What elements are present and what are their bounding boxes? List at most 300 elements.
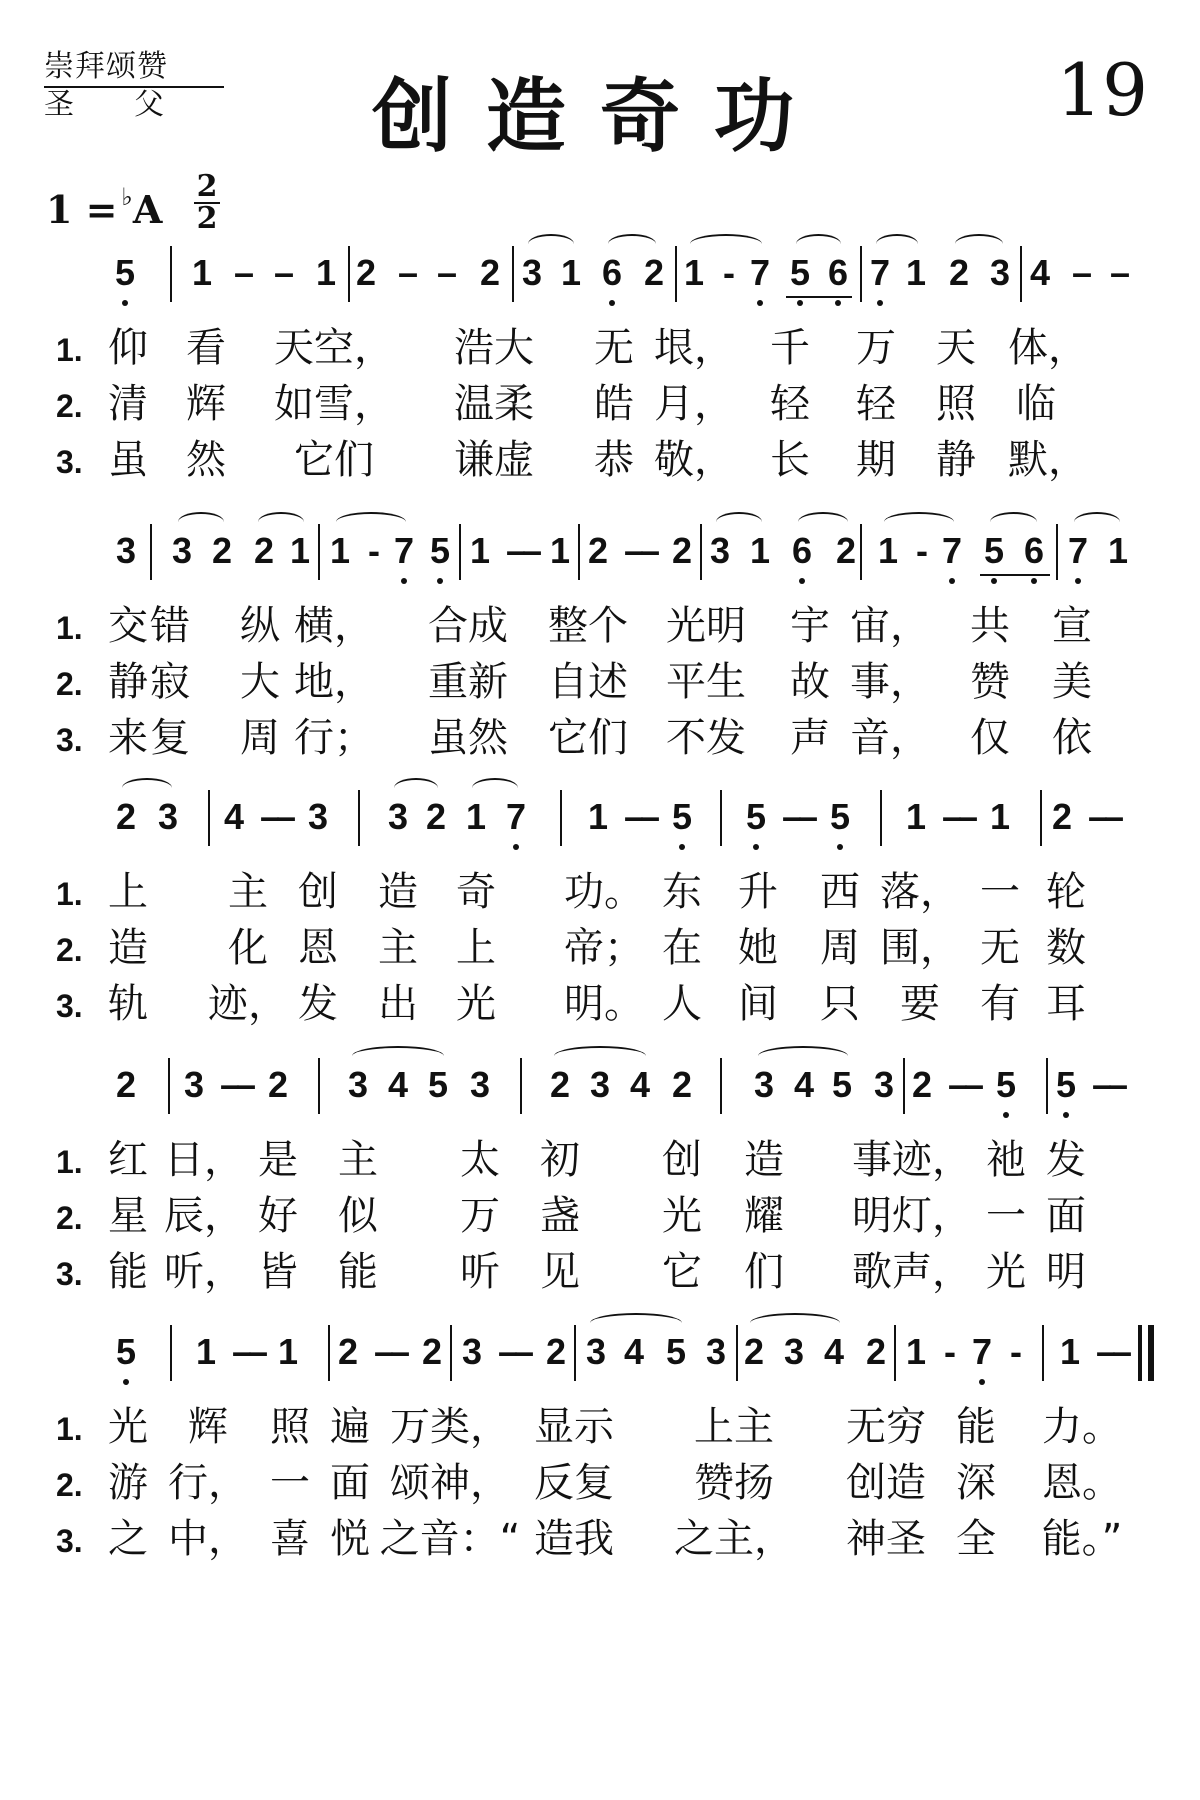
music-system bbox=[0, 226, 1200, 484]
lyric-line bbox=[0, 1395, 1200, 1451]
slur bbox=[258, 512, 304, 532]
key-label: 1 = bbox=[46, 187, 118, 232]
lyric-word: 美 bbox=[1052, 659, 1092, 705]
note: 2 bbox=[865, 1331, 887, 1372]
note: – bbox=[235, 1064, 257, 1105]
note: 2 bbox=[211, 530, 233, 571]
lyric-word: 光 bbox=[108, 1404, 148, 1450]
lyric-word: 横， bbox=[294, 603, 374, 649]
barline bbox=[720, 1058, 722, 1114]
note: – bbox=[273, 252, 295, 293]
lyric-word: 能 bbox=[956, 1404, 996, 1450]
note: – bbox=[521, 530, 543, 571]
lower-octave-dot bbox=[877, 300, 883, 306]
lyric-word: 盏 bbox=[540, 1193, 580, 1239]
lyric-word: 行， bbox=[168, 1460, 248, 1506]
slur bbox=[608, 234, 656, 254]
note: 1 bbox=[1059, 1331, 1081, 1372]
lyric-word: 复 bbox=[150, 715, 190, 761]
lyric-line bbox=[0, 1128, 1200, 1184]
note: - bbox=[368, 530, 380, 571]
note: 2 bbox=[835, 530, 857, 571]
lyric-line bbox=[0, 1240, 1200, 1296]
lyric-word: 初 bbox=[540, 1137, 580, 1183]
note: 7 bbox=[1067, 530, 1089, 571]
lyric-word: 创造 bbox=[846, 1460, 926, 1506]
slur bbox=[336, 512, 406, 532]
note: 2 bbox=[743, 1331, 765, 1372]
note: 5 bbox=[745, 796, 767, 837]
note: – bbox=[1095, 1331, 1117, 1372]
lyric-word: 深 bbox=[956, 1460, 996, 1506]
note: 1 bbox=[560, 252, 582, 293]
note: 1 bbox=[749, 530, 771, 571]
slur bbox=[590, 1313, 682, 1333]
barline bbox=[459, 524, 461, 580]
hymn-title: 创造奇功 bbox=[372, 69, 828, 163]
lyric-word: 恩。 bbox=[1042, 1460, 1122, 1506]
note: 5 bbox=[1055, 1064, 1077, 1105]
note: 6 bbox=[601, 252, 623, 293]
lyric-line bbox=[0, 860, 1200, 916]
note: – bbox=[1071, 252, 1093, 293]
slur bbox=[955, 234, 1003, 254]
notation-row bbox=[0, 1305, 1200, 1395]
lyric-line bbox=[0, 316, 1200, 372]
note: 3 bbox=[589, 1064, 611, 1105]
barline bbox=[700, 524, 702, 580]
music-system bbox=[0, 1038, 1200, 1296]
verse-number: 3. bbox=[56, 1523, 83, 1559]
note: 5 bbox=[829, 796, 851, 837]
lyric-word: 出 bbox=[378, 981, 418, 1027]
barline bbox=[512, 246, 514, 302]
lyric-word: 照 bbox=[270, 1404, 310, 1450]
music-system bbox=[0, 504, 1200, 762]
lyric-word: 一 bbox=[986, 1193, 1026, 1239]
note: 2 bbox=[115, 1064, 137, 1105]
lyric-word: 见 bbox=[540, 1249, 580, 1295]
slur bbox=[472, 778, 518, 798]
slur bbox=[528, 234, 574, 254]
lyric-line bbox=[0, 706, 1200, 762]
lyric-word: 赞扬 bbox=[694, 1460, 774, 1506]
barline bbox=[578, 524, 580, 580]
note: – bbox=[1087, 796, 1109, 837]
lyric-word: 能。” bbox=[1041, 1516, 1123, 1562]
lyric-word: 要 bbox=[900, 981, 940, 1027]
note: 2 bbox=[253, 530, 275, 571]
lyric-word: 轻 bbox=[856, 381, 896, 427]
lyric-word: 之音：“ bbox=[379, 1516, 521, 1562]
lyric-word: 主 bbox=[228, 869, 268, 915]
verse-number: 1. bbox=[56, 332, 83, 368]
lyric-word: 听， bbox=[164, 1249, 244, 1295]
lyric-word: 天空， bbox=[274, 325, 394, 371]
lyric-word: 皆 bbox=[258, 1249, 298, 1295]
note: – bbox=[781, 796, 803, 837]
lyric-word: 事， bbox=[850, 659, 930, 705]
lyric-word: 依 bbox=[1052, 715, 1092, 761]
slur bbox=[750, 1313, 840, 1333]
lower-octave-dot bbox=[401, 578, 407, 584]
lyric-word: 无 bbox=[594, 325, 634, 371]
lyric-word: 化 bbox=[228, 925, 268, 971]
lyric-word: 自述 bbox=[548, 659, 628, 705]
note: – bbox=[957, 796, 979, 837]
note: 3 bbox=[347, 1064, 369, 1105]
verse-number: 2. bbox=[56, 666, 83, 702]
note: 7 bbox=[393, 530, 415, 571]
lyric-word: 迹， bbox=[208, 981, 288, 1027]
note: – bbox=[623, 796, 645, 837]
note: 1 bbox=[905, 252, 927, 293]
slur bbox=[990, 512, 1037, 532]
lyric-word: 造 bbox=[108, 925, 148, 971]
lyric-word: 光 bbox=[456, 981, 496, 1027]
lyric-word: 落， bbox=[880, 869, 960, 915]
lyric-word: 如雪， bbox=[274, 381, 394, 427]
lyric-word: 静 bbox=[108, 659, 148, 705]
lyric-word: 之主， bbox=[674, 1516, 794, 1562]
lyric-word: 奇 bbox=[456, 869, 496, 915]
lyric-word: 辰， bbox=[164, 1193, 244, 1239]
lyric-word: 谦虚 bbox=[454, 437, 534, 483]
lyric-word: 歌声， bbox=[852, 1249, 972, 1295]
note: 2 bbox=[587, 530, 609, 571]
lyric-word: 东 bbox=[662, 869, 702, 915]
note: 2 bbox=[1051, 796, 1073, 837]
lyric-word: 造 bbox=[744, 1137, 784, 1183]
note: 5 bbox=[671, 796, 693, 837]
slur bbox=[876, 234, 918, 254]
note: 7 bbox=[971, 1331, 993, 1372]
slur bbox=[178, 512, 224, 532]
barline bbox=[1020, 246, 1022, 302]
lyric-word: 声 bbox=[790, 715, 830, 761]
note: 4 bbox=[623, 1331, 645, 1372]
note: – bbox=[1091, 1064, 1113, 1105]
barline bbox=[903, 1058, 905, 1114]
lyric-word: 只 bbox=[820, 981, 860, 1027]
lyric-word: 颂神， bbox=[390, 1460, 510, 1506]
lower-octave-dot bbox=[797, 300, 803, 306]
note: 2 bbox=[115, 796, 137, 837]
lyric-word: 地， bbox=[294, 659, 374, 705]
lyric-word: 她 bbox=[738, 925, 778, 971]
lyric-word: 周 bbox=[820, 925, 860, 971]
note: – bbox=[397, 252, 419, 293]
note: 2 bbox=[643, 252, 665, 293]
lower-octave-dot bbox=[513, 844, 519, 850]
notation-row bbox=[0, 226, 1200, 316]
verse-number: 3. bbox=[56, 1256, 83, 1292]
note: 6 bbox=[791, 530, 813, 571]
lower-octave-dot bbox=[1031, 578, 1037, 584]
lyric-line bbox=[0, 650, 1200, 706]
note: – bbox=[247, 1331, 269, 1372]
note: 3 bbox=[469, 1064, 491, 1105]
note: - bbox=[1010, 1331, 1022, 1372]
note: 5 bbox=[995, 1064, 1017, 1105]
barline bbox=[170, 246, 172, 302]
note: 1 bbox=[587, 796, 609, 837]
final-barline bbox=[1138, 1325, 1142, 1381]
verse-number: 2. bbox=[56, 932, 83, 968]
lyric-word: 明灯， bbox=[852, 1193, 972, 1239]
lyric-word: 天 bbox=[936, 325, 976, 371]
lyric-word: 轨 bbox=[108, 981, 148, 1027]
notation-row bbox=[0, 504, 1200, 594]
barline bbox=[450, 1325, 452, 1381]
lyric-word: 全 bbox=[956, 1516, 996, 1562]
note: 1 bbox=[905, 1331, 927, 1372]
lyric-word: 造 bbox=[378, 869, 418, 915]
lyric-word: 游 bbox=[108, 1460, 148, 1506]
lyric-word: 默， bbox=[1008, 437, 1088, 483]
lyric-word: 千 bbox=[770, 325, 810, 371]
lyric-word: 错 bbox=[150, 603, 190, 649]
verse-number: 1. bbox=[56, 876, 83, 912]
barline bbox=[150, 524, 152, 580]
lower-octave-dot bbox=[609, 300, 615, 306]
lyric-word: 太 bbox=[460, 1137, 500, 1183]
note: 3 bbox=[873, 1064, 895, 1105]
barline bbox=[675, 246, 677, 302]
lyric-word: 辉 bbox=[188, 1404, 228, 1450]
lyric-word: 在 bbox=[662, 925, 702, 971]
lyric-word: 日， bbox=[164, 1137, 244, 1183]
lyric-word: 静 bbox=[936, 437, 976, 483]
note: 4 bbox=[823, 1331, 845, 1372]
lyric-word: 周 bbox=[240, 715, 280, 761]
lyric-word: 照 bbox=[936, 381, 976, 427]
lyric-word: 月， bbox=[654, 381, 734, 427]
note: 3 bbox=[157, 796, 179, 837]
lyric-word: 万 bbox=[856, 325, 896, 371]
note: 3 bbox=[461, 1331, 483, 1372]
lyric-word: 力。 bbox=[1042, 1404, 1122, 1450]
note: 5 bbox=[427, 1064, 449, 1105]
note: – bbox=[219, 1064, 241, 1105]
note: – bbox=[497, 1331, 519, 1372]
lyric-word: 创 bbox=[662, 1137, 702, 1183]
lyric-word: 它们 bbox=[294, 437, 374, 483]
note: 4 bbox=[387, 1064, 409, 1105]
lyric-word: 仰 bbox=[108, 325, 148, 371]
slur bbox=[690, 234, 762, 254]
key-tonic: A bbox=[132, 187, 163, 232]
lyric-word: 整个 bbox=[548, 603, 628, 649]
music-system bbox=[0, 1305, 1200, 1563]
lyric-word: 故 bbox=[790, 659, 830, 705]
lyric-word: 耀 bbox=[744, 1193, 784, 1239]
note: 6 bbox=[1023, 530, 1045, 571]
lyric-word: 们 bbox=[744, 1249, 784, 1295]
note: 5 bbox=[115, 1331, 137, 1372]
barline bbox=[1040, 790, 1042, 846]
lower-octave-dot bbox=[753, 844, 759, 850]
note: 2 bbox=[479, 252, 501, 293]
note: 5 bbox=[114, 252, 136, 293]
lyric-word: 来 bbox=[108, 715, 148, 761]
note: 3 bbox=[753, 1064, 775, 1105]
lyric-word: 反复 bbox=[534, 1460, 614, 1506]
lyric-word: 好 bbox=[258, 1193, 298, 1239]
barline bbox=[860, 524, 862, 580]
lyric-word: 赞 bbox=[970, 659, 1010, 705]
lyric-word: 虽然 bbox=[428, 715, 508, 761]
slur bbox=[1074, 512, 1120, 532]
note: – bbox=[389, 1331, 411, 1372]
note: 2 bbox=[671, 1064, 693, 1105]
note: – bbox=[947, 1064, 969, 1105]
lyric-word: 寂 bbox=[150, 659, 190, 705]
lyric-word: 有 bbox=[980, 981, 1020, 1027]
verse-number: 1. bbox=[56, 1144, 83, 1180]
note: – bbox=[259, 796, 281, 837]
note: 7 bbox=[869, 252, 891, 293]
lyric-line bbox=[0, 1184, 1200, 1240]
note: – bbox=[231, 1331, 253, 1372]
barline bbox=[574, 1325, 576, 1381]
note: 5 bbox=[665, 1331, 687, 1372]
note: – bbox=[963, 1064, 985, 1105]
lyric-word: 之 bbox=[108, 1516, 148, 1562]
lyric-word: 发 bbox=[298, 981, 338, 1027]
time-bottom: 2 bbox=[194, 202, 220, 234]
slur bbox=[758, 1046, 848, 1066]
slur bbox=[798, 512, 848, 532]
note: 1 bbox=[549, 530, 571, 571]
lyric-line bbox=[0, 428, 1200, 484]
slur bbox=[884, 512, 954, 532]
lyric-word: 恭 bbox=[594, 437, 634, 483]
note: 1 bbox=[465, 796, 487, 837]
lyric-word: 主 bbox=[378, 925, 418, 971]
lyric-word: 功。 bbox=[564, 869, 644, 915]
note: 2 bbox=[425, 796, 447, 837]
notation-row bbox=[0, 1038, 1200, 1128]
beam-underline bbox=[980, 574, 1050, 576]
lyric-word: 敬， bbox=[654, 437, 734, 483]
barline bbox=[170, 1325, 172, 1381]
lyric-word: 无穷 bbox=[846, 1404, 926, 1450]
lyric-word: 温柔 bbox=[454, 381, 534, 427]
note: 2 bbox=[267, 1064, 289, 1105]
lower-octave-dot bbox=[1003, 1112, 1009, 1118]
final-barline bbox=[1148, 1325, 1154, 1381]
note: 4 bbox=[629, 1064, 651, 1105]
note: – bbox=[639, 530, 661, 571]
note: – bbox=[233, 252, 255, 293]
lyric-word: 主 bbox=[338, 1137, 378, 1183]
lyric-word: 祂 bbox=[986, 1137, 1026, 1183]
note: 3 bbox=[585, 1331, 607, 1372]
lyric-word: 然 bbox=[186, 437, 226, 483]
note: 3 bbox=[783, 1331, 805, 1372]
lyric-word: 纵 bbox=[240, 603, 280, 649]
lower-octave-dot bbox=[835, 300, 841, 306]
flat-sign: ♭ bbox=[121, 182, 133, 211]
lyric-line bbox=[0, 1507, 1200, 1563]
lyric-word: 一 bbox=[980, 869, 1020, 915]
lyric-word: 重新 bbox=[428, 659, 508, 705]
note: 1 bbox=[905, 796, 927, 837]
lyric-word: 无 bbox=[980, 925, 1020, 971]
lyric-word: 万类， bbox=[390, 1404, 510, 1450]
lyric-word: 中， bbox=[168, 1516, 248, 1562]
note: 1 bbox=[195, 1331, 217, 1372]
note: 3 bbox=[307, 796, 329, 837]
lyric-word: 合成 bbox=[428, 603, 508, 649]
lower-octave-dot bbox=[122, 300, 128, 306]
verse-number: 2. bbox=[56, 1200, 83, 1236]
lyric-word: 万 bbox=[460, 1193, 500, 1239]
note: 1 bbox=[1107, 530, 1129, 571]
note: 4 bbox=[1029, 252, 1051, 293]
note: 1 bbox=[877, 530, 899, 571]
note: 1 bbox=[315, 252, 337, 293]
lyric-word: 星 bbox=[108, 1193, 148, 1239]
lyric-word: 显示 bbox=[534, 1404, 614, 1450]
note: 7 bbox=[941, 530, 963, 571]
lyric-word: 遍 bbox=[330, 1404, 370, 1450]
note: 1 bbox=[289, 530, 311, 571]
lyric-word: 上 bbox=[108, 869, 148, 915]
note: 3 bbox=[989, 252, 1011, 293]
subcategory-label: 圣父 bbox=[44, 87, 224, 122]
note: – bbox=[505, 530, 527, 571]
lyric-word: 清 bbox=[108, 381, 148, 427]
lyric-word: 帝； bbox=[564, 925, 644, 971]
lyric-word: 浩大 bbox=[454, 325, 534, 371]
lyric-word: 耳 bbox=[1046, 981, 1086, 1027]
note: 7 bbox=[749, 252, 771, 293]
lyric-word: 光明 bbox=[666, 603, 746, 649]
note: 3 bbox=[521, 252, 543, 293]
lyric-line bbox=[0, 916, 1200, 972]
note: 3 bbox=[171, 530, 193, 571]
note: – bbox=[436, 252, 458, 293]
lyric-word: 面 bbox=[1046, 1193, 1086, 1239]
note: – bbox=[275, 796, 297, 837]
lyric-word: 音， bbox=[850, 715, 930, 761]
lyric-word: 明。 bbox=[564, 981, 644, 1027]
lyric-word: 行； bbox=[294, 715, 374, 761]
lyric-word: 事迹， bbox=[852, 1137, 972, 1183]
lower-octave-dot bbox=[837, 844, 843, 850]
note: 4 bbox=[793, 1064, 815, 1105]
note: – bbox=[513, 1331, 535, 1372]
lyric-word: 创 bbox=[298, 869, 338, 915]
barline bbox=[736, 1325, 738, 1381]
note: 1 bbox=[329, 530, 351, 571]
lyric-line bbox=[0, 372, 1200, 428]
lyric-word: 悦 bbox=[330, 1516, 370, 1562]
note: 2 bbox=[545, 1331, 567, 1372]
lyric-word: 升 bbox=[738, 869, 778, 915]
lyric-word: 西 bbox=[820, 869, 860, 915]
verse-number: 3. bbox=[56, 444, 83, 480]
note: 2 bbox=[671, 530, 693, 571]
note: – bbox=[1103, 796, 1125, 837]
lyric-word: 共 bbox=[970, 603, 1010, 649]
lyric-word: 辉 bbox=[186, 381, 226, 427]
category-label: 崇拜颂赞 bbox=[44, 50, 224, 88]
lyric-word: 平生 bbox=[666, 659, 746, 705]
note: 1 bbox=[989, 796, 1011, 837]
